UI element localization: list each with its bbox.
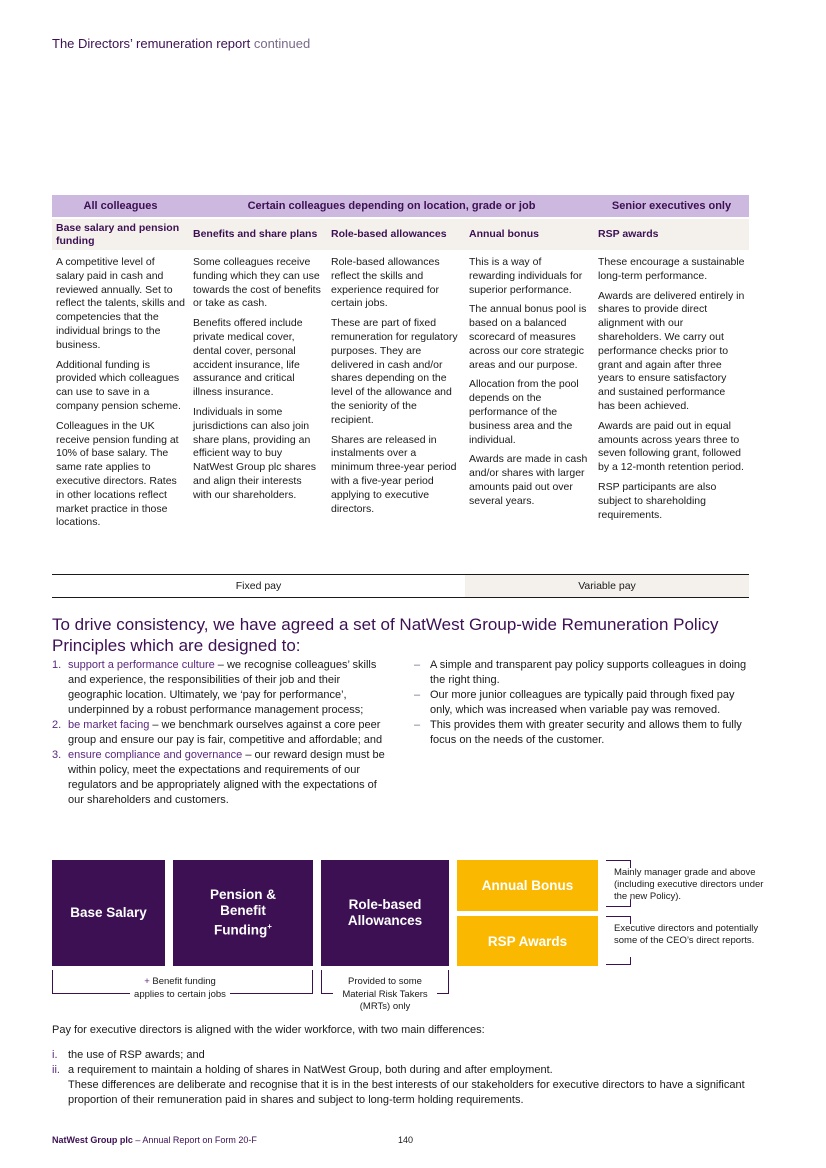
paragraph: Benefits offered include private medical cover, dental cover, personal accident insurance, life assurance and critical illness insurance.: [193, 317, 303, 399]
column-headings: [52, 217, 749, 250]
benefit-note-mark: +: [144, 976, 150, 987]
benefit-note-text: Benefit funding applies to certain jobs: [134, 976, 226, 1000]
pension-mark: +: [267, 922, 272, 932]
page-header: [52, 36, 310, 51]
column-bodies: [52, 256, 749, 574]
principle-text: – we recognise colleagues’ skills and experience, the responsibilities of their job and their geographic location. Ultimately, we ‘pay for performance’, underpinned by a robust performance management process;: [68, 659, 377, 716]
annual-bonus-label: Annual Bonus: [481, 878, 574, 893]
paragraph: This is a way of rewarding individuals for superior performance.: [469, 256, 583, 296]
paragraph: Awards are paid out in equal amounts across years three to seven following grant, followed by a 12-month retention period.: [598, 419, 744, 474]
heading-annual-bonus: Annual bonus: [469, 228, 539, 240]
bonus-note: Mainly manager grade and above (including executive directors under the new Policy).: [614, 867, 764, 902]
list-item: [414, 658, 754, 688]
eligibility-band: [52, 195, 749, 217]
principles-title: To drive consistency, we have agreed a set of NatWest Group-wide Remuneration Policy Principles which are designed to:: [52, 615, 719, 655]
role-based-box: [321, 860, 449, 966]
item-text: the use of RSP awards; and: [68, 1049, 205, 1061]
paragraph: Role-based allowances reflect the skills and experience required for certain jobs.: [331, 256, 440, 310]
column-benefits: [189, 256, 327, 574]
item-number: 2.: [52, 719, 62, 731]
rsp-bracket-bottom: [606, 964, 631, 965]
footer-report: – Annual Report on Form 20-F: [132, 1135, 257, 1145]
page-footer: [52, 1135, 257, 1145]
principle-highlight: be market facing: [68, 719, 150, 731]
base-salary-label: Base Salary: [70, 905, 147, 920]
principle-highlight: support a performance culture: [68, 659, 215, 671]
heading-rsp-awards: RSP awards: [598, 228, 659, 240]
heading-role-based: Role-based allowances: [331, 228, 447, 240]
dash-text: This provides them with greater security and allows them to fully focus on the needs of the customer.: [430, 719, 742, 746]
benefit-note: [130, 976, 230, 1001]
indent-spacer: [52, 1078, 68, 1108]
bonus-bracket-bottom: [606, 906, 631, 907]
band-all-colleagues: All colleagues: [83, 200, 158, 212]
item-number: 1.: [52, 659, 62, 671]
annual-bonus-box: [457, 860, 598, 911]
paragraph: Individuals in some jurisdictions can also join share plans, providing an efficient way to buy NatWest Group plc shares and align their interests with our shareholders.: [193, 405, 316, 501]
band-senior-executives: Senior executives only: [611, 200, 732, 212]
rsp-bracket-tick: [630, 957, 631, 965]
mrt-note: Provided to some Material Risk Takers (MRTs) only: [333, 976, 437, 1014]
paragraph: Allocation from the pool depends on the performance of the business area and the individual.: [469, 378, 579, 446]
dash-bullet-icon: –: [414, 689, 421, 701]
fixed-pay-label: Fixed pay: [235, 580, 282, 592]
list-item: [52, 1063, 762, 1078]
list-item: [414, 718, 754, 748]
paragraph: A competitive level of salary paid in cash and reviewed annually. Set to reflect the talents, skills and competencies that the individual brings to the business.: [56, 256, 185, 351]
dash-list: [414, 658, 754, 748]
dash-text: A simple and transparent pay policy supports colleagues in doing the right thing.: [430, 659, 747, 686]
continued-label: continued: [253, 36, 311, 51]
exec-intro: Pay for executive directors is aligned with the wider workforce, with two main differences:: [52, 1024, 485, 1036]
page-number: 140: [398, 1135, 414, 1145]
report-title: The Directors’ remuneration report: [52, 36, 251, 51]
paragraph: Shares are released in instalments over a minimum three-year period with a five-year period applying to executive directors.: [331, 433, 457, 515]
column-role-based: [327, 256, 465, 574]
heading-benefits: Benefits and share plans: [193, 228, 318, 240]
list-item: [414, 688, 754, 718]
principles-list: [52, 658, 392, 808]
paragraph: The annual bonus pool is based on a balanced scorecard of measures across our core strategic areas and our purpose.: [469, 303, 587, 371]
pension-label-wrap: [193, 887, 293, 939]
rsp-awards-box: [457, 916, 598, 966]
paragraph: Additional funding is provided which colleagues can use to save in a company pension scheme.: [56, 358, 181, 412]
principle-text: – we benchmark ourselves against a core peer group and ensure our pay is fair, competitive and affordable; and: [68, 719, 383, 746]
column-rsp-awards: [594, 256, 749, 574]
rsp-note: Executive directors and potentially some of the CEO’s direct reports.: [614, 923, 759, 946]
pay-structure-table: [52, 195, 749, 598]
pension-label: Pension & Benefit Funding: [209, 887, 276, 938]
paragraph: Some colleagues receive funding which they can use towards the cost of benefits or take as cash.: [193, 256, 321, 310]
footer-company: NatWest Group plc: [52, 1135, 133, 1145]
rsp-bracket-top: [606, 916, 631, 917]
base-salary-box: [52, 860, 165, 966]
exec-closing: These differences are deliberate and recognise that it is in the best interests of our stakeholders for executive directors to have a significant proportion of their remuneration paid in shares and subject to long-term holding requirements.: [68, 1079, 745, 1106]
closing-row: [52, 1078, 762, 1108]
dash-bullet-icon: –: [414, 659, 421, 671]
paragraph: RSP participants are also subject to shareholding requirements.: [598, 480, 717, 521]
dash-bullet-icon: –: [414, 719, 421, 731]
paragraph: Colleagues in the UK receive pension funding at 10% of base salary. The same rate applies to executive directors. Rates in other locations reflect market practice in those locations.: [56, 419, 179, 529]
item-text: a requirement to maintain a holding of shares in NatWest Group, both during and after employment.: [68, 1064, 553, 1076]
list-item: [52, 748, 392, 808]
rsp-awards-label: RSP Awards: [487, 933, 568, 949]
pension-benefit-box: [173, 860, 313, 966]
item-number: 3.: [52, 749, 62, 761]
dash-text: Our more junior colleagues are typically paid through fixed pay only, which was increased when variable pay was removed.: [430, 689, 735, 716]
item-number: ii.: [52, 1064, 60, 1076]
role-based-label: Role-based Allowances: [347, 897, 423, 928]
item-number: i.: [52, 1049, 58, 1061]
paragraph: Awards are delivered entirely in shares to provide direct alignment with our shareholders. We carry out performance checks prior to grant and again after three years to ensure satisfactory and sustained performance has been achieved.: [598, 289, 745, 412]
list-item: [52, 658, 392, 718]
band-certain-colleagues: Certain colleagues depending on location, grade or job: [247, 200, 536, 212]
heading-base-salary: Base salary and pension funding: [56, 221, 180, 247]
pay-type-row: [52, 574, 749, 598]
column-base-salary: [52, 256, 189, 574]
paragraph: Awards are made in cash and/or shares with larger amounts paid out over several years.: [469, 453, 588, 507]
paragraph: These are part of fixed remuneration for regulatory purposes. They are delivered in cash and/or shares depending on the level of the allowance and the seniority of the recipient.: [331, 317, 458, 426]
principle-text: – our reward design must be within policy, meet the expectations and requirements of our regulators and be appropriately aligned with the expectations of our shareholders and customers.: [68, 749, 385, 806]
principle-highlight: ensure compliance and governance: [68, 749, 243, 761]
variable-pay-label: Variable pay: [465, 575, 749, 597]
paragraph: These encourage a sustainable long-term performance.: [598, 256, 745, 282]
exec-list: [52, 1048, 762, 1108]
column-annual-bonus: [465, 256, 594, 574]
list-item: [52, 1048, 762, 1063]
list-item: [52, 718, 392, 748]
